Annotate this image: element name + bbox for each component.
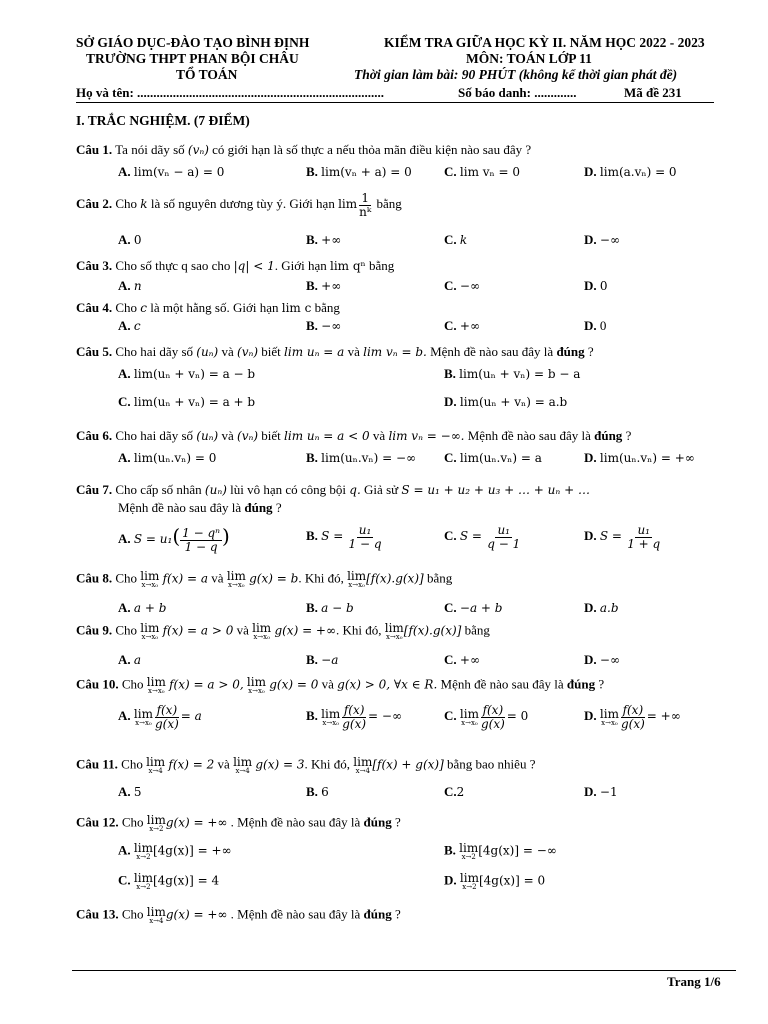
q1-option-c[interactable]: C. lim vₙ = 0 xyxy=(444,164,521,179)
question-11: Câu 11. Cho lim x→4 f(x) = 2 và lim x→4 g(x) = 3. Khi đó, lim x→4 [f(x) + g(x)] bằng bao nhiêu ? xyxy=(76,755,536,775)
question-4: Câu 4. Cho c là một hằng số. Giới hạn lim c bằng xyxy=(76,300,340,315)
q5-option-d[interactable]: D. lim(uₙ + vₙ) = a.b xyxy=(444,394,568,409)
q7-option-c[interactable]: C. S = $\frac{\text{u₁}}{q - 1}$ xyxy=(444,523,521,551)
q3-option-a[interactable]: A. n xyxy=(118,278,142,293)
q11-option-b[interactable]: B. 6 xyxy=(306,784,329,799)
q12-option-c[interactable]: C. lim x→2 [4g(x)] = 4 xyxy=(118,871,220,891)
q7-option-a[interactable]: A. S = u₁( $\frac{\text{1 − qⁿ}}{1 - q}$ ) xyxy=(118,524,230,554)
q12-option-d[interactable]: D. lim x→2 [4g(x)] = 0 xyxy=(444,871,546,891)
q10-option-a[interactable]: A. lim x→x₀ $\frac{f(x)}{g(x)}$ = a xyxy=(118,703,202,731)
q8-option-b[interactable]: B. a − b xyxy=(306,600,354,615)
question-8: Câu 8. Cho lim x→x₀ f(x) = a và lim x→x₀ g(x) = b. Khi đó, lim x→x₀ [f(x).g(x)] bằng xyxy=(76,569,453,589)
student-id-field: Số báo danh: ............. xyxy=(458,85,577,100)
q1-option-b[interactable]: B. lim(vₙ + a) = 0 xyxy=(306,164,412,179)
question-7: Câu 7. Cho cấp số nhân (uₙ) lùi vô hạn có công bội q. Giả sử S = u₁ + u₂ + u₃ + … + uₙ + … xyxy=(76,482,590,497)
student-name-field: Họ và tên: ............................................................................ xyxy=(76,85,385,100)
q3-option-c[interactable]: C. −∞ xyxy=(444,278,480,293)
q5-option-a[interactable]: A. lim(uₙ + vₙ) = a − b xyxy=(118,366,256,381)
q6-option-a[interactable]: A. lim(uₙ.vₙ) = 0 xyxy=(118,450,217,465)
question-13: Câu 13. Cho lim x→4 g(x) = +∞ . Mệnh đề nào sau đây là đúng ? xyxy=(76,905,401,925)
section-title: I. TRẮC NGHIỆM. (7 ĐIỂM) xyxy=(76,113,250,128)
q10-option-c[interactable]: C. lim x→x₀ $\frac{f(x)}{g(x)}$ = 0 xyxy=(444,703,529,731)
exam-title: KIỂM TRA GIỮA HỌC KỲ II. NĂM HỌC 2022 - 2023 xyxy=(384,35,705,50)
q8-option-c[interactable]: C. −a + b xyxy=(444,600,503,615)
q4-option-c[interactable]: C. +∞ xyxy=(444,318,480,333)
question-9: Câu 9. Cho lim x→x₀ f(x) = a > 0 và lim x→x₀ g(x) = +∞. Khi đó, lim x→x₀ [f(x).g(x)] bằng xyxy=(76,621,490,641)
q5-option-b[interactable]: B. lim(uₙ + vₙ) = b − a xyxy=(444,366,581,381)
question-7-prompt: Mệnh đề nào sau đây là đúng ? xyxy=(118,500,282,515)
q8-option-a[interactable]: A. a + b xyxy=(118,600,167,615)
q6-option-d[interactable]: D. lim(uₙ.vₙ) = +∞ xyxy=(584,450,695,465)
footer-divider xyxy=(72,970,736,971)
question-5: Câu 5. Cho hai dãy số (uₙ) và (vₙ) biết lim uₙ = a và lim vₙ = b. Mệnh đề nào sau đây là đúng ? xyxy=(76,344,594,359)
q1-option-d[interactable]: D. lim(a.vₙ) = 0 xyxy=(584,164,677,179)
q2-option-b[interactable]: B. +∞ xyxy=(306,232,342,247)
q6-option-b[interactable]: B. lim(uₙ.vₙ) = −∞ xyxy=(306,450,417,465)
q4-option-d[interactable]: D. 0 xyxy=(584,318,607,333)
q9-option-c[interactable]: C. +∞ xyxy=(444,652,480,667)
q9-option-d[interactable]: D. −∞ xyxy=(584,652,620,667)
question-6: Câu 6. Cho hai dãy số (uₙ) và (vₙ) biết lim uₙ = a < 0 và lim vₙ = −∞. Mệnh đề nào sau đây là đúng ? xyxy=(76,428,632,443)
question-12: Câu 12. Cho lim x→2 g(x) = +∞ . Mệnh đề nào sau đây là đúng ? xyxy=(76,813,401,833)
page-number: Trang 1/6 xyxy=(667,974,721,989)
q12-option-a[interactable]: A. lim x→2 [4g(x)] = +∞ xyxy=(118,841,232,861)
question-10: Câu 10. Cho lim x→x₀ f(x) = a > 0, lim x→x₀ g(x) = 0 và g(x) > 0, ∀x ∈ R. Mệnh đề nào sau đây là đúng ? xyxy=(76,675,605,695)
q7-option-d[interactable]: D. S = $\frac{\text{u₁}}{1 + q}$ xyxy=(584,523,661,551)
q11-option-a[interactable]: A. 5 xyxy=(118,784,142,799)
q8-option-d[interactable]: D. a.b xyxy=(584,600,619,615)
question-3: Câu 3. Cho số thực q sao cho |q| < 1. Giới hạn lim qⁿ bằng xyxy=(76,258,395,273)
q3-option-b[interactable]: B. +∞ xyxy=(306,278,342,293)
q2-option-a[interactable]: A. 0 xyxy=(118,232,142,247)
q2-option-d[interactable]: D. −∞ xyxy=(584,232,620,247)
question-2: Câu 2. Cho k là số nguyên dương tùy ý. Giới hạn lim $\frac{1}{\text{nᵏ}}$ bằng xyxy=(76,191,402,219)
exam-code: Mã đề 231 xyxy=(624,85,682,100)
department-name: TỔ TOÁN xyxy=(176,67,238,82)
q5-option-c[interactable]: C. lim(uₙ + vₙ) = a + b xyxy=(118,394,256,409)
exam-duration: Thời gian làm bài: 90 PHÚT (không kể thời gian phát đề) xyxy=(354,67,678,82)
q9-option-a[interactable]: A. a xyxy=(118,652,142,667)
school-name: TRƯỜNG THPT PHAN BỘI CHÂU xyxy=(86,51,299,66)
q9-option-b[interactable]: B. −a xyxy=(306,652,339,667)
question-1: Câu 1. Ta nói dãy số (vₙ) có giới hạn là số thực a nếu thỏa mãn điều kiện nào sau đây ? xyxy=(76,142,532,157)
q3-option-d[interactable]: D. 0 xyxy=(584,278,608,293)
q12-option-b[interactable]: B. lim x→2 [4g(x)] = −∞ xyxy=(444,841,557,861)
school-department: SỞ GIÁO DỤC-ĐÀO TẠO BÌNH ĐỊNH xyxy=(76,35,310,50)
q10-option-d[interactable]: D. lim x→x₀ $\frac{f(x)}{g(x)}$ = +∞ xyxy=(584,703,681,731)
subject: MÔN: TOÁN LỚP 11 xyxy=(466,51,592,66)
q7-option-b[interactable]: B. S = $\frac{\text{u₁}}{1 - q}$ xyxy=(306,523,382,551)
q10-option-b[interactable]: B. lim x→x₀ $\frac{f(x)}{g(x)}$ = −∞ xyxy=(306,703,402,731)
q1-option-a[interactable]: A. lim(vₙ − a) = 0 xyxy=(118,164,225,179)
q4-option-a[interactable]: A. c xyxy=(118,318,141,333)
header-divider xyxy=(76,102,714,103)
q2-option-c[interactable]: C. k xyxy=(444,232,468,247)
q4-option-b[interactable]: B. −∞ xyxy=(306,318,342,333)
q11-option-c[interactable]: C.2 xyxy=(444,784,465,799)
q11-option-d[interactable]: D. −1 xyxy=(584,784,618,799)
q6-option-c[interactable]: C. lim(uₙ.vₙ) = a xyxy=(444,450,542,465)
